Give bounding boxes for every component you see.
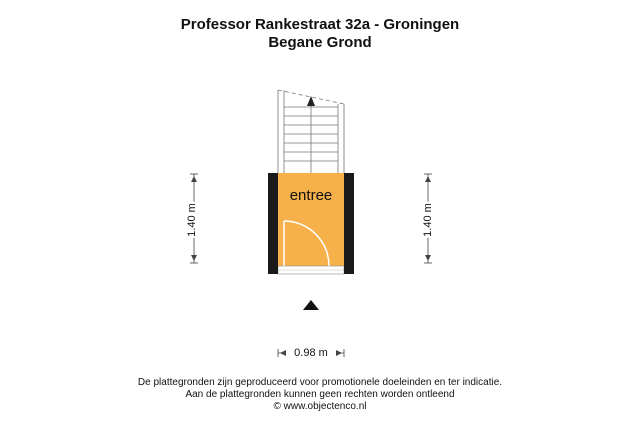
wall-left [268, 173, 278, 274]
dimension-label-left: 1.40 m [185, 203, 198, 237]
page-title: Professor Rankestraat 32a - Groningen [180, 16, 460, 33]
entrance-arrow-icon [303, 300, 319, 310]
dimension-label-right: 1.40 m [421, 203, 434, 237]
disclaimer-line-1: De plattegronden zijn geproduceerd voor promotionele doeleinden en ter indicatie. [137, 377, 503, 388]
floor-title: Begane Grond [268, 34, 372, 51]
room-label: entree [289, 187, 333, 204]
dimension-label-bottom: 0.98 m [286, 347, 336, 359]
wall-right [344, 173, 354, 274]
disclaimer-line-2: Aan de plattegronden kunnen geen rechten worden ontleend [185, 389, 455, 400]
copyright-link[interactable]: © www.objectenco.nl [273, 401, 367, 412]
